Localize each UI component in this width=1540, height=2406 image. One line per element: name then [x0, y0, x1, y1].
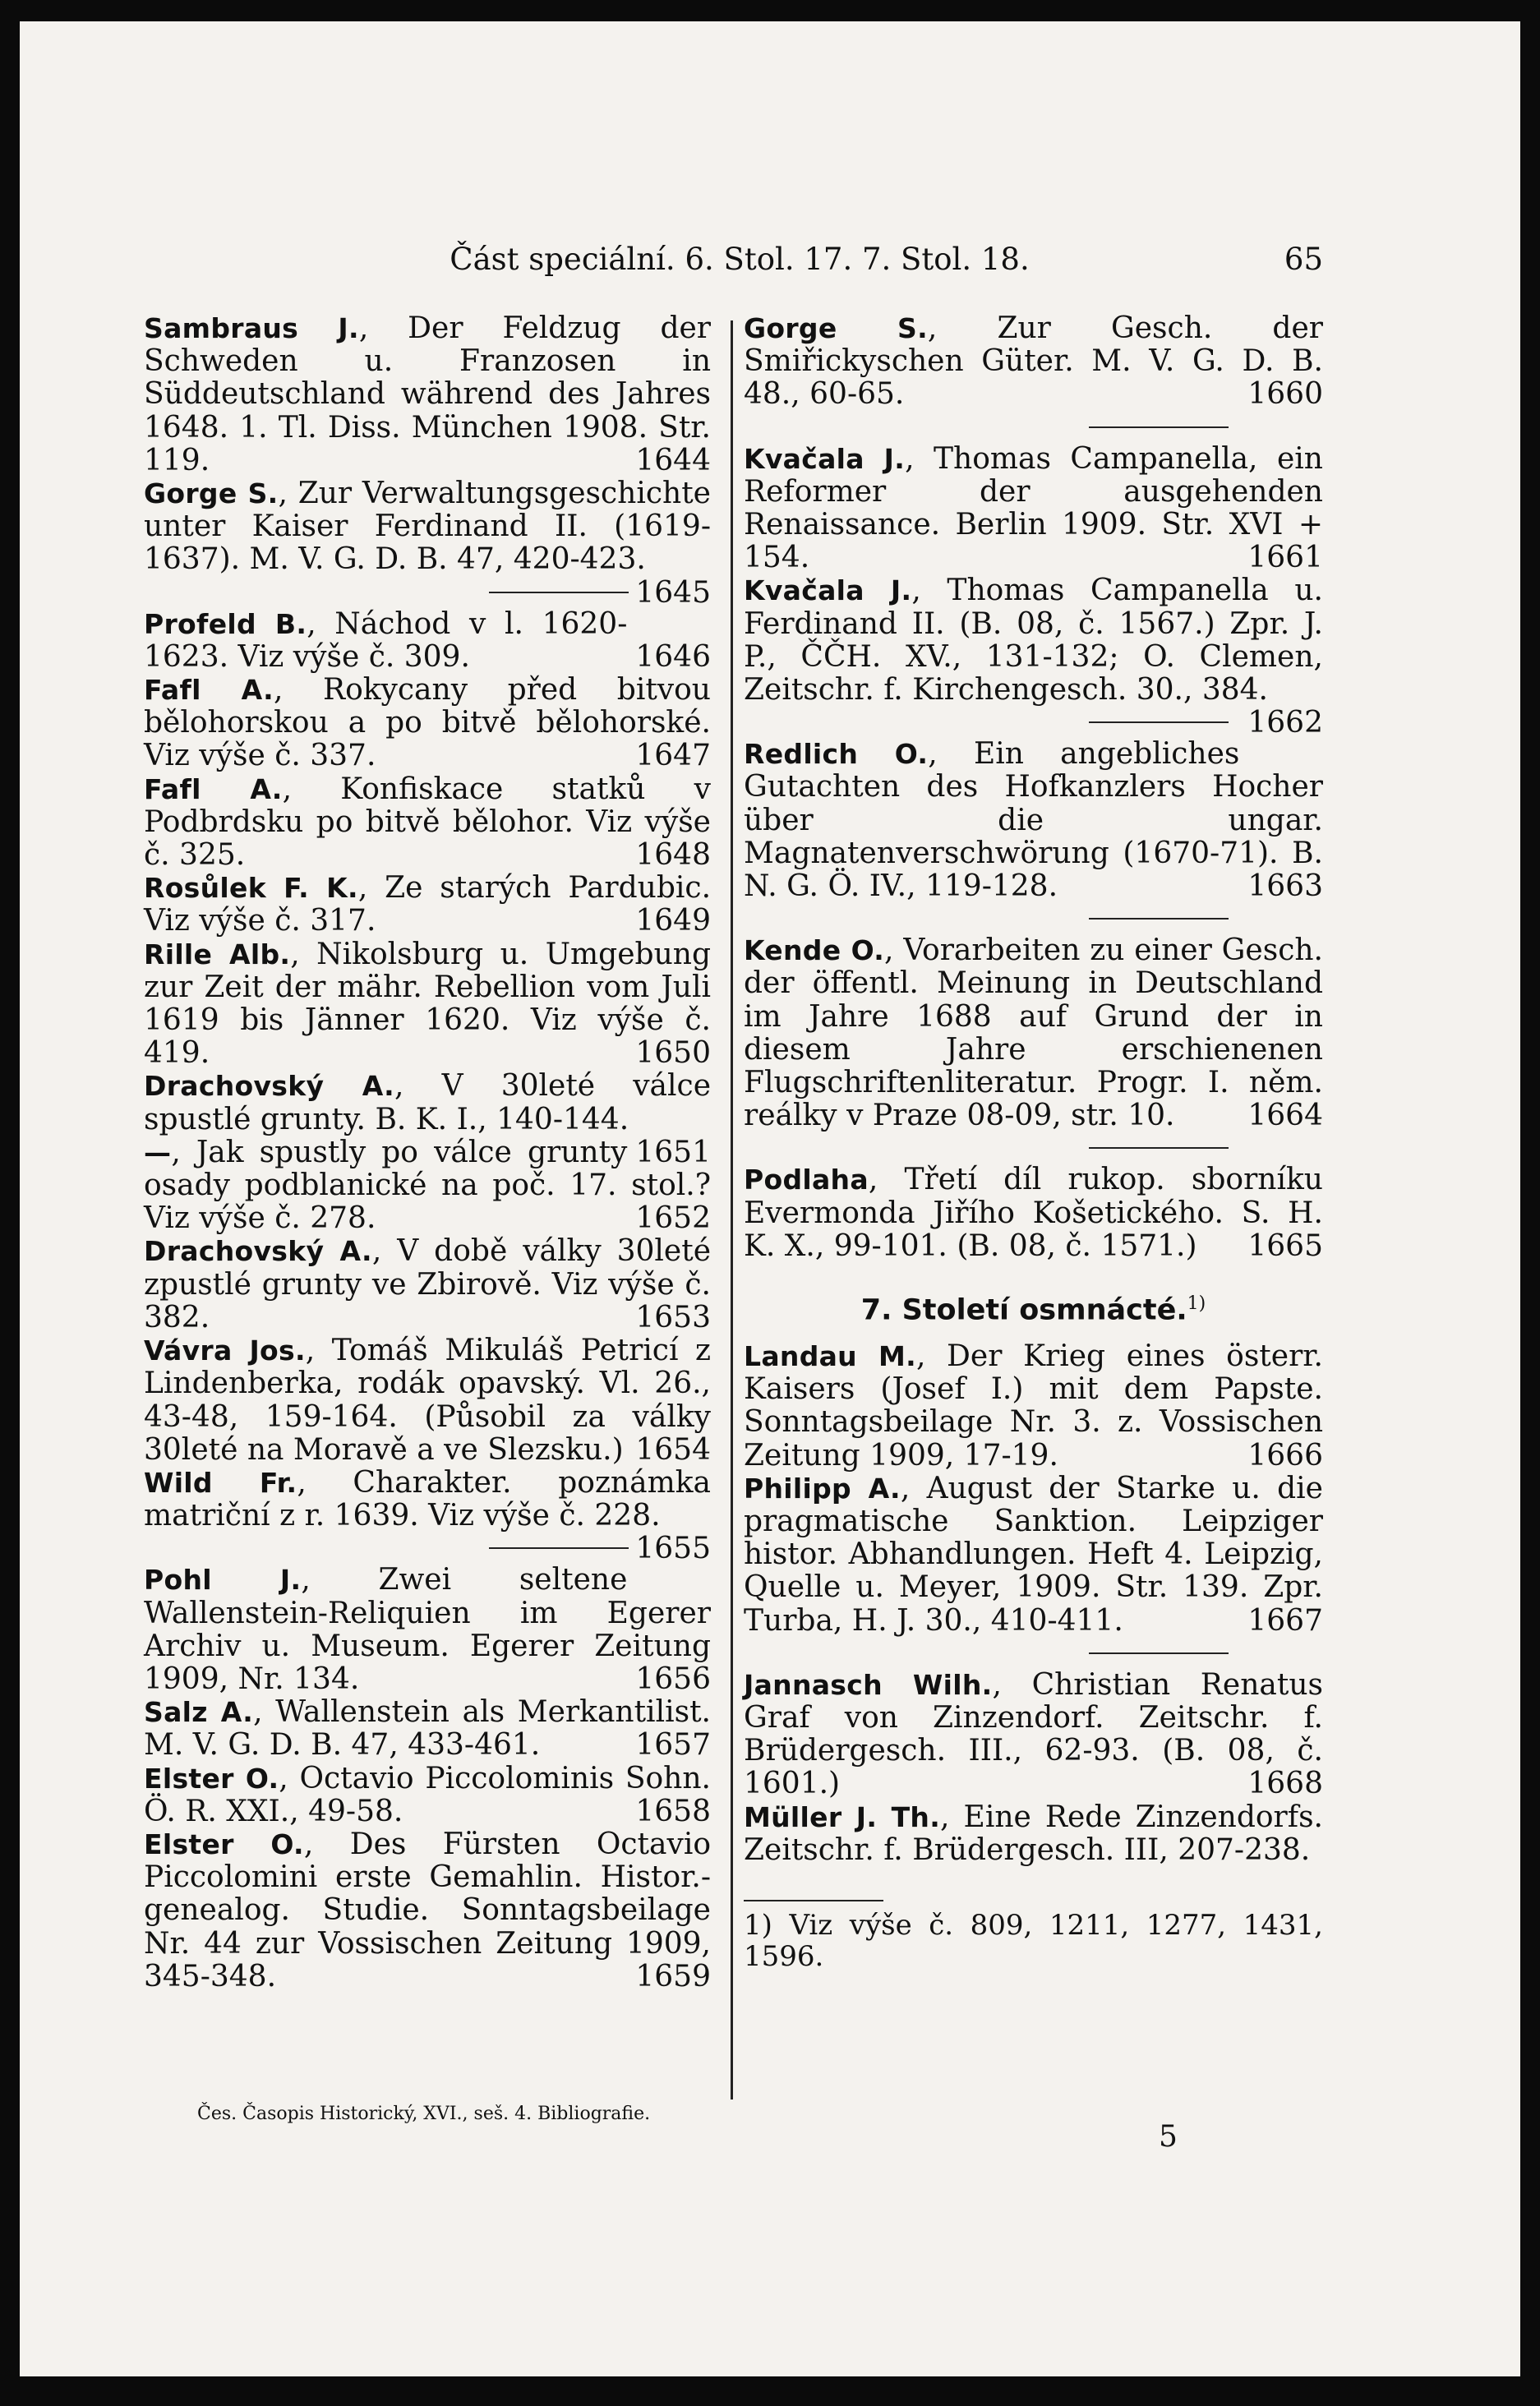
- bibliography-entry: [144, 1564, 711, 1696]
- footnote-rule: [744, 1900, 883, 1901]
- separator-rule: [489, 1547, 629, 1549]
- entry-number: 1668: [1247, 1767, 1323, 1801]
- entry-number: 1649: [635, 904, 711, 938]
- entry-text: , Christian Renatus Graf von Zinzendorf. Zeitschr. f. Brüdergesch. III., 62-93. (B. 08, č. 1601.): [744, 1667, 1323, 1801]
- entry-author: Drachovský A.: [144, 1070, 395, 1103]
- entry-author: Elster O.: [144, 1828, 304, 1860]
- entry-text: , Třetí díl rukop. sborníku Evermonda Jiřího Košetického. S. H. K. X., 99-101. (B. 08, č. 1571.): [744, 1163, 1323, 1263]
- entry-text: , Náchod v l. 1620-1623. Viz výše č. 309.: [144, 606, 628, 674]
- entry-author: Drachovský A.: [144, 1235, 372, 1268]
- entry-number: 1655: [635, 1532, 711, 1566]
- bibliography-entry: [144, 1763, 711, 1828]
- entry-author: Jannasch Wilh.: [744, 1668, 993, 1701]
- entry-author: Vávra Jos.: [144, 1334, 306, 1367]
- bibliography-entry: [144, 1465, 711, 1566]
- entry-text: , Ein angebliches Gutachten des Hofkanzlers Hocher über die ungar. Magnatenverschwörung (1670-71). B. N. G. Ö. IV., 119-128.: [744, 737, 1323, 904]
- bibliography-entry: [744, 738, 1323, 903]
- entry-text: , Vorarbeiten zu einer Gesch. der öffentl. Meinung in Deutschland im Jahre 1688 auf Grund der in diesem Jahre erschienenen Flugschriftenliteratur. Progr. I. něm. reálky v Praze 08-09, str. 10.: [744, 933, 1323, 1133]
- entry-number: 1658: [635, 1794, 711, 1828]
- bibliography-entry: [144, 773, 711, 873]
- separator-rule: [1089, 721, 1229, 723]
- entry-author: Fafl A.: [144, 674, 274, 707]
- entry-author: —: [144, 1136, 172, 1168]
- entry-number: 1648: [635, 838, 711, 873]
- entry-text: , Nikolsburg u. Umgebung zur Zeit der mähr. Rebellion vom Juli 1619 bis Jänner 1620. Viz výše č. 419.: [144, 937, 711, 1071]
- bibliography-entry: [744, 1669, 1323, 1801]
- bibliography-entry: [744, 1801, 1323, 1867]
- entry-text: , Eine Rede Zinzendorfs. Zeitschr. f. Brüdergesch. III, 207-238.: [744, 1800, 1324, 1867]
- entry-text: , Wallenstein als Merkantilist. M. V. G. D. B. 47, 433-461.: [144, 1695, 711, 1763]
- entry-author: Philipp A.: [744, 1472, 901, 1505]
- footer-journal: Čes. Časopis Historický, XVI., seš. 4. Bibliografie.: [197, 2104, 651, 2124]
- entry-number: 1666: [1247, 1438, 1323, 1473]
- entry-author: Podlaha: [744, 1164, 869, 1196]
- entry-number: 1654: [635, 1432, 711, 1467]
- separator-rule: [1089, 1147, 1229, 1149]
- bibliography-entry: [744, 443, 1323, 575]
- scan-border-left: [0, 0, 20, 2406]
- entry-number: 1662: [1247, 706, 1323, 740]
- running-header: [140, 235, 1339, 284]
- entry-author: Kende O.: [744, 934, 885, 967]
- entry-number: 1647: [635, 739, 711, 773]
- entry-text: , Zwei seltene Wallenstein-Reliquien im Egerer Archiv u. Museum. Egerer Zeitung 1909, Nr. 134.: [144, 1563, 711, 1696]
- bibliography-entry: [144, 477, 711, 610]
- footnote-text: Viz výše č. 809, 1211, 1277, 1431, 1596.: [744, 1908, 1323, 1973]
- separator-rule: [1089, 1652, 1229, 1654]
- section-heading-text: 7. Století osmnácté.: [860, 1293, 1187, 1327]
- entry-number: 1661: [1247, 541, 1323, 575]
- bibliography-entry: [144, 312, 711, 477]
- bibliography-entry: [744, 1473, 1323, 1638]
- scan-border-right: [1520, 0, 1540, 2406]
- entry-number: 1660: [1247, 377, 1323, 412]
- column-divider: [731, 320, 733, 2099]
- entry-number: 1663: [1247, 869, 1323, 904]
- entry-number: 1659: [635, 1959, 711, 1993]
- entry-author: Wild Fr.: [144, 1466, 297, 1499]
- entry-author: Kvačala J.: [744, 442, 906, 475]
- entry-text: , Thomas Campanella, ein Reformer der ausgehenden Renaissance. Berlin 1909. Str. XVI + 154.: [744, 441, 1323, 575]
- entry-text: , August der Starke u. die pragmatische Sanktion. Leipziger histor. Abhandlungen. Heft 4. Leipzig, Quelle u. Meyer, 1909. Str. 139. Zpr. Turba, H. J. 30., 410-411.: [744, 1471, 1323, 1638]
- page-number: 65: [1284, 242, 1323, 277]
- bibliography-entry: [144, 872, 711, 938]
- left-column: [144, 312, 711, 1993]
- entry-text: , Zur Verwaltungsgeschichte unter Kaiser Ferdinand II. (1619-1637). M. V. G. D. B. 47, 420-423.: [144, 477, 711, 577]
- entry-text: , Tomáš Mikuláš Petricí z Lindenberka, rodák opavský. Vl. 26., 43-48, 159-164. (Působil za války 30leté na Moravě a ve Slezsku.): [144, 1334, 711, 1467]
- entry-number: 1646: [635, 639, 711, 674]
- entry-author: Salz A.: [144, 1696, 254, 1729]
- entry-author: Sambraus J.: [144, 312, 359, 344]
- entry-author: Landau M.: [744, 1339, 916, 1372]
- entry-number: 1656: [635, 1662, 711, 1696]
- bibliography-entry: [144, 938, 711, 1071]
- footnote-marker: 1): [1187, 1293, 1206, 1315]
- entry-author: Profeld B.: [144, 607, 307, 640]
- entry-author: Fafl A.: [144, 772, 283, 805]
- entry-author: Redlich O.: [744, 738, 929, 771]
- bibliography-entry: [744, 1164, 1323, 1263]
- entry-text: , Ze starých Pardubic. Viz výše č. 317.: [144, 871, 712, 938]
- entry-author: Kvačala J.: [744, 574, 912, 607]
- entry-number: 1651: [635, 1135, 711, 1169]
- header-title: Část speciální. 6. Stol. 17. 7. Stol. 18.: [450, 242, 1030, 277]
- signature-mark: 5: [1159, 2120, 1178, 2154]
- entry-number: 1650: [635, 1036, 711, 1071]
- entry-text: , Charakter. poznámka matriční z r. 1639. Viz výše č. 228.: [144, 1465, 711, 1533]
- entry-author: Müller J. Th.: [744, 1800, 941, 1833]
- entry-author: Elster O.: [144, 1762, 279, 1795]
- separator-rule: [1089, 426, 1229, 428]
- entry-text: , Octavio Piccolominis Sohn. Ö. R. XXI., 49-58.: [144, 1761, 711, 1828]
- entry-text: , Rokycany před bitvou bělohorskou a po bitvě bělohorské. Viz výše č. 337.: [144, 673, 711, 773]
- right-column: [744, 312, 1323, 1972]
- entry-author: Gorge S.: [744, 312, 928, 344]
- entry-number: 1667: [1247, 1603, 1323, 1638]
- separator-rule: [1089, 918, 1229, 920]
- bibliography-entry: [144, 1334, 711, 1467]
- section-heading: [744, 1288, 1323, 1327]
- entry-text: , Konfiskace statků v Podbrdsku po bitvě bělohor. Viz výše č. 325.: [144, 772, 712, 873]
- scan-border-bottom: [0, 2376, 1540, 2406]
- bibliography-entry: [744, 574, 1323, 740]
- entry-number: 1644: [635, 443, 711, 477]
- separator-rule: [489, 592, 629, 593]
- bibliography-entry: [144, 1136, 711, 1236]
- entry-author: Rosůlek F. K.: [144, 872, 358, 905]
- entry-number: 1664: [1247, 1099, 1323, 1133]
- footnote: [744, 1910, 1323, 1972]
- bibliography-entry: [144, 1235, 711, 1334]
- bibliography-entry: [144, 608, 711, 674]
- bibliography-entry: [144, 1069, 711, 1169]
- entry-text: , Zur Gesch. der Smiřickyschen Güter. M. V. G. D. B. 48., 60-65.: [744, 311, 1323, 412]
- scan-border-top: [0, 0, 1540, 21]
- entry-text: , Des Fürsten Octavio Piccolomini erste Gemahlin. Histor.-genealog. Studie. Sonntagsbeilage Nr. 44 zur Vossischen Zeitung 1909, 345-348.: [144, 1827, 711, 1993]
- bibliography-entry: [744, 934, 1323, 1132]
- entry-author: Rille Alb.: [144, 938, 291, 970]
- entry-text: , V 30leté válce spustlé grunty. B. K. I., 140-144.: [144, 1069, 711, 1136]
- bibliography-entry: [744, 1340, 1323, 1473]
- entry-number: 1645: [635, 575, 711, 610]
- entry-text: , Der Feldzug der Schweden u. Franzosen in Süddeutschland während des Jahres 1648. 1. Tl. Diss. München 1908. Str. 119.: [144, 311, 712, 477]
- entry-number: 1653: [635, 1300, 711, 1334]
- entry-text: , V době války 30leté zpustlé grunty ve Zbirově. Viz výše č. 382.: [144, 1234, 711, 1334]
- entry-number: 1652: [635, 1201, 711, 1236]
- footnote-marker: 1): [744, 1908, 772, 1942]
- entry-author: Pohl J.: [144, 1564, 302, 1597]
- bibliography-entry: [144, 1828, 711, 1993]
- entry-text: , Der Krieg eines österr. Kaisers (Josef I.) mit dem Papste. Sonntagsbeilage Nr. 3. z. Vossischen Zeitung 1909, 17-19.: [744, 1339, 1323, 1473]
- bibliography-entry: [744, 312, 1323, 412]
- entry-number: 1657: [635, 1728, 711, 1763]
- entry-text: , Thomas Campanella u. Ferdinand II. (B. 08, č. 1567.) Zpr. J. P., ČČH. XV., 131-132; O. Clemen, Zeitschr. f. Kirchengesch. 30., 384.: [744, 574, 1323, 708]
- bibliography-entry: [144, 1696, 711, 1762]
- entry-number: 1665: [1247, 1228, 1323, 1263]
- bibliography-entry: [144, 674, 711, 773]
- entry-author: Gorge S.: [144, 477, 279, 510]
- entry-text: , Jak spustly po válce grunty osady podblanické na poč. 17. stol.? Viz výše č. 278.: [144, 1135, 711, 1236]
